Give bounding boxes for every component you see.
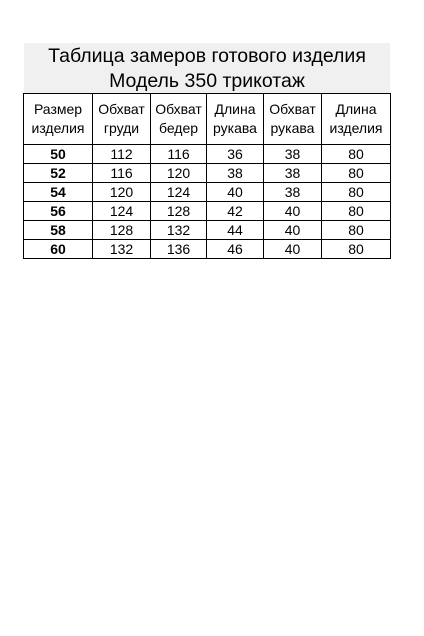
table-row <box>24 202 391 221</box>
size-cell: 54 <box>24 183 93 202</box>
chest-cell: 132 <box>93 240 151 259</box>
size-cell: 58 <box>24 221 93 240</box>
table-row <box>24 145 391 164</box>
sleeve-girth-cell: 38 <box>264 183 322 202</box>
garment-length-cell: 80 <box>322 164 391 183</box>
garment-length-cell: 80 <box>322 221 391 240</box>
chest-cell: 112 <box>93 145 151 164</box>
sleeve-girth-cell: 38 <box>264 145 322 164</box>
table-row <box>24 240 391 259</box>
hips-cell: 128 <box>151 202 207 221</box>
garment-length-cell: 80 <box>322 183 391 202</box>
table-row <box>24 164 391 183</box>
hips-cell: 116 <box>151 145 207 164</box>
header-size: Размер изделия <box>24 94 93 145</box>
header-garment-length: Длина изделия <box>322 94 391 145</box>
hips-cell: 120 <box>151 164 207 183</box>
document-title <box>24 43 390 93</box>
header-sleeve-length: Длина рукава <box>207 94 264 145</box>
table-header-row <box>24 94 391 145</box>
table-row <box>24 221 391 240</box>
size-cell: 50 <box>24 145 93 164</box>
chest-cell: 124 <box>93 202 151 221</box>
sleeve-length-cell: 36 <box>207 145 264 164</box>
sleeve-length-cell: 40 <box>207 183 264 202</box>
chest-cell: 120 <box>93 183 151 202</box>
sleeve-girth-cell: 40 <box>264 240 322 259</box>
sleeve-length-cell: 44 <box>207 221 264 240</box>
measurements-table <box>23 93 391 259</box>
sleeve-girth-cell: 40 <box>264 221 322 240</box>
chest-cell: 128 <box>93 221 151 240</box>
size-cell: 60 <box>24 240 93 259</box>
chest-cell: 116 <box>93 164 151 183</box>
header-chest: Обхват груди <box>93 94 151 145</box>
table-row <box>24 183 391 202</box>
garment-length-cell: 80 <box>322 202 391 221</box>
hips-cell: 124 <box>151 183 207 202</box>
header-hips: Обхват бедер <box>151 94 207 145</box>
sleeve-girth-cell: 40 <box>264 202 322 221</box>
garment-length-cell: 80 <box>322 145 391 164</box>
hips-cell: 132 <box>151 221 207 240</box>
garment-length-cell: 80 <box>322 240 391 259</box>
sleeve-length-cell: 42 <box>207 202 264 221</box>
title-line-1: Таблица замеров готового изделия <box>48 45 366 67</box>
size-cell: 52 <box>24 164 93 183</box>
sleeve-length-cell: 46 <box>207 240 264 259</box>
header-sleeve-girth: Обхват рукава <box>264 94 322 145</box>
title-line-2: Модель 350 трикотаж <box>109 70 305 92</box>
size-cell: 56 <box>24 202 93 221</box>
sleeve-length-cell: 38 <box>207 164 264 183</box>
sleeve-girth-cell: 38 <box>264 164 322 183</box>
hips-cell: 136 <box>151 240 207 259</box>
